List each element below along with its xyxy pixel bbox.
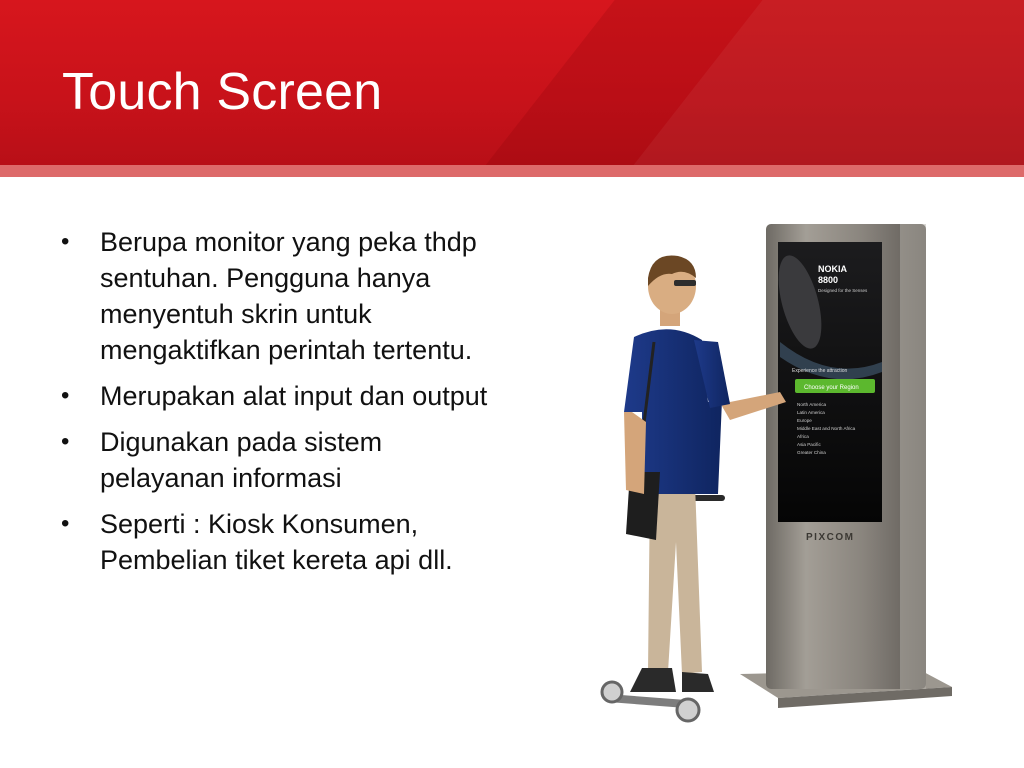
bullet-dot-icon: • xyxy=(61,510,70,537)
kiosk-region-item: Europe xyxy=(797,418,812,423)
kiosk-region-item: North America xyxy=(797,402,827,407)
kiosk-region-item: Middle East and North Africa xyxy=(797,426,856,431)
bullet-text: Digunakan pada sistem pelayanan informasi xyxy=(100,427,383,493)
kiosk-maker-label: PIXCOM xyxy=(806,532,855,543)
bullet-dot-icon: • xyxy=(61,228,70,255)
bullet-dot-icon: • xyxy=(61,428,70,455)
kiosk-region-item: Asia Pacific xyxy=(797,442,821,447)
bullet-text: Merupakan alat input dan output xyxy=(100,381,488,411)
bullet-dot-icon: • xyxy=(61,382,70,409)
kiosk-region-button-label: Choose your Region xyxy=(804,385,859,391)
kiosk-region-item: Latin America xyxy=(797,410,825,415)
title-underline-band xyxy=(0,165,1024,177)
bullet-text: Seperti : Kiosk Konsumen, Pembelian tiket kereta api dll. xyxy=(100,509,453,575)
kiosk-region-item: Africa xyxy=(797,434,809,439)
bullet-item xyxy=(58,378,488,414)
kiosk-stand xyxy=(740,224,952,708)
bullet-item xyxy=(58,424,488,496)
bullet-item xyxy=(58,224,488,368)
bullet-item xyxy=(58,506,488,578)
bullet-text: Berupa monitor yang peka thdp sentuhan. Pengguna hanya menyentuh skrin untuk mengaktifkan perintah tertentu. xyxy=(100,227,477,365)
kiosk-tagline: Designed for the Senses xyxy=(818,288,868,293)
kiosk-user-illustration xyxy=(590,222,970,752)
kiosk-brand: NOKIA xyxy=(818,264,847,274)
slide-title: Touch Screen xyxy=(62,63,383,121)
bullet-list xyxy=(58,224,488,578)
person-figure xyxy=(602,255,786,721)
kiosk-region-item: Greater China xyxy=(797,450,826,455)
bullet-content xyxy=(58,224,488,588)
kiosk-model: 8800 xyxy=(818,275,839,285)
kiosk-prompt: Experience the attraction xyxy=(792,368,848,374)
